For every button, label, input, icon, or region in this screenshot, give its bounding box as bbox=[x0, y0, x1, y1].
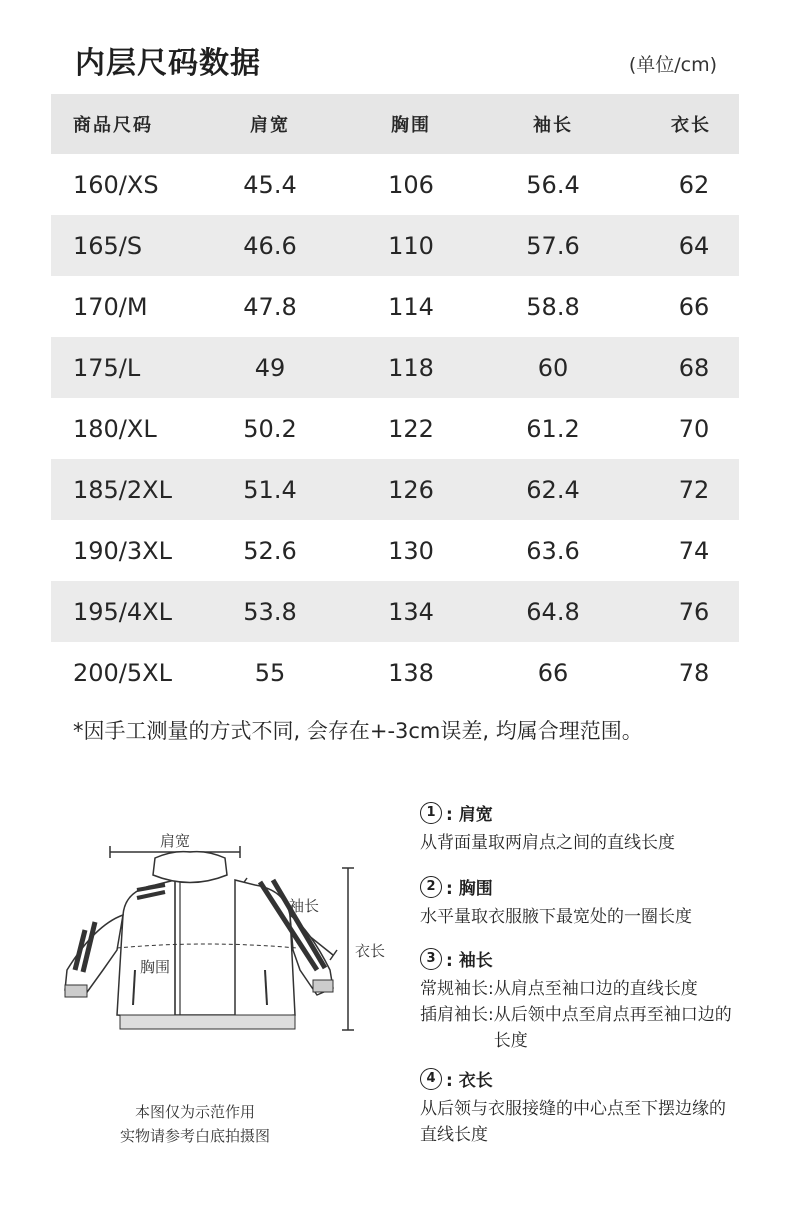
cell-chest: 126 bbox=[388, 475, 434, 504]
page-title: 内层尺码数据 bbox=[75, 46, 261, 81]
cell-sleeve: 56.4 bbox=[526, 170, 580, 199]
cell-length: 68 bbox=[678, 353, 710, 382]
cell-sleeve: 58.8 bbox=[526, 292, 580, 321]
diagram-label-sleeve: 袖长 bbox=[289, 897, 320, 915]
cell-sleeve: 60 bbox=[537, 353, 569, 382]
unit-label: (单位/cm) bbox=[628, 54, 717, 76]
table-row bbox=[51, 459, 739, 520]
caption-line: 本图仅为示范作用 bbox=[134, 1103, 255, 1121]
number-badge: 2 bbox=[420, 876, 442, 898]
cell-size: 170/M bbox=[73, 292, 148, 321]
definition-key: 插肩袖长: bbox=[420, 1005, 494, 1025]
cell-shoulder: 46.6 bbox=[243, 231, 297, 260]
diagram-label-length: 衣长 bbox=[355, 942, 386, 960]
definition-title: : 袖长 bbox=[446, 951, 493, 971]
definition-title: : 肩宽 bbox=[446, 805, 493, 825]
definition-chest bbox=[420, 874, 692, 930]
definition-length bbox=[420, 1066, 730, 1148]
cell-sleeve: 64.8 bbox=[526, 597, 580, 626]
diagram-caption bbox=[95, 1100, 295, 1148]
cell-sleeve: 61.2 bbox=[526, 414, 580, 443]
number-badge: 3 bbox=[420, 948, 442, 970]
cell-length: 62 bbox=[678, 170, 710, 199]
cell-size: 165/S bbox=[73, 231, 143, 260]
cell-size: 190/3XL bbox=[73, 536, 172, 565]
definition-key: 常规袖长: bbox=[420, 979, 494, 999]
table-row bbox=[51, 581, 739, 642]
cell-length: 64 bbox=[678, 231, 710, 260]
cell-size: 160/XS bbox=[73, 170, 159, 199]
cell-shoulder: 55 bbox=[254, 658, 286, 687]
number-badge: 1 bbox=[420, 802, 442, 824]
header-size: 商品尺码 bbox=[73, 115, 153, 136]
cell-chest: 110 bbox=[388, 231, 434, 260]
cell-sleeve: 63.6 bbox=[526, 536, 580, 565]
header-sleeve: 袖长 bbox=[533, 115, 573, 136]
table-row bbox=[51, 276, 739, 337]
cell-sleeve: 62.4 bbox=[526, 475, 580, 504]
cell-chest: 122 bbox=[388, 414, 434, 443]
header-length: 衣长 bbox=[671, 115, 711, 136]
definition-sleeve bbox=[420, 946, 740, 1054]
cell-length: 74 bbox=[678, 536, 710, 565]
cell-length: 76 bbox=[678, 597, 710, 626]
cell-shoulder: 50.2 bbox=[243, 414, 297, 443]
definition-text: 从背面量取两肩点之间的直线长度 bbox=[420, 833, 675, 853]
cell-shoulder: 52.6 bbox=[243, 536, 297, 565]
cell-length: 72 bbox=[678, 475, 710, 504]
cell-sleeve: 57.6 bbox=[526, 231, 580, 260]
table-row bbox=[51, 154, 739, 215]
definition-text: 从后领与衣服接缝的中心点至下摆边缘的直线长度 bbox=[420, 1099, 726, 1145]
cell-shoulder: 51.4 bbox=[243, 475, 297, 504]
definition-text: 从后领中点至肩点再至袖口边的长度 bbox=[493, 1005, 732, 1051]
cell-size: 185/2XL bbox=[73, 475, 172, 504]
diagram-label-chest: 胸围 bbox=[140, 958, 171, 976]
definition-title: : 衣长 bbox=[446, 1071, 493, 1091]
definition-text: 从肩点至袖口边的直线长度 bbox=[493, 979, 698, 999]
cell-shoulder: 49 bbox=[254, 353, 286, 382]
cell-shoulder: 45.4 bbox=[243, 170, 297, 199]
table-header-row bbox=[51, 94, 739, 154]
cell-sleeve: 66 bbox=[537, 658, 569, 687]
table-row bbox=[51, 215, 739, 276]
number-badge: 4 bbox=[420, 1068, 442, 1090]
caption-line: 实物请参考白底拍摄图 bbox=[119, 1127, 270, 1145]
definition-shoulder bbox=[420, 800, 675, 856]
definition-text: 水平量取衣服腋下最宽处的一圈长度 bbox=[420, 907, 692, 927]
cell-chest: 138 bbox=[388, 658, 434, 687]
size-table bbox=[51, 94, 739, 703]
jacket-diagram bbox=[55, 820, 400, 1050]
cell-size: 175/L bbox=[73, 353, 141, 382]
cell-size: 180/XL bbox=[73, 414, 157, 443]
table-row bbox=[51, 337, 739, 398]
cell-length: 66 bbox=[678, 292, 710, 321]
measurement-note: *因手工测量的方式不同, 会存在+-3cm误差, 均属合理范围。 bbox=[73, 719, 643, 743]
cell-chest: 118 bbox=[388, 353, 434, 382]
table-row bbox=[51, 398, 739, 459]
cell-chest: 114 bbox=[388, 292, 434, 321]
cell-shoulder: 47.8 bbox=[243, 292, 297, 321]
cell-size: 195/4XL bbox=[73, 597, 172, 626]
cell-chest: 130 bbox=[388, 536, 434, 565]
cell-shoulder: 53.8 bbox=[243, 597, 297, 626]
table-row bbox=[51, 520, 739, 581]
header-shoulder: 肩宽 bbox=[250, 115, 290, 136]
cell-size: 200/5XL bbox=[73, 658, 172, 687]
cell-chest: 106 bbox=[388, 170, 434, 199]
diagram-label-shoulder: 肩宽 bbox=[160, 832, 191, 850]
table-row bbox=[51, 642, 739, 703]
jacket-illustration bbox=[55, 820, 400, 1050]
header-chest: 胸围 bbox=[391, 115, 431, 136]
cell-chest: 134 bbox=[388, 597, 434, 626]
cell-length: 78 bbox=[678, 658, 710, 687]
definition-title: : 胸围 bbox=[446, 879, 493, 899]
cell-length: 70 bbox=[678, 414, 710, 443]
